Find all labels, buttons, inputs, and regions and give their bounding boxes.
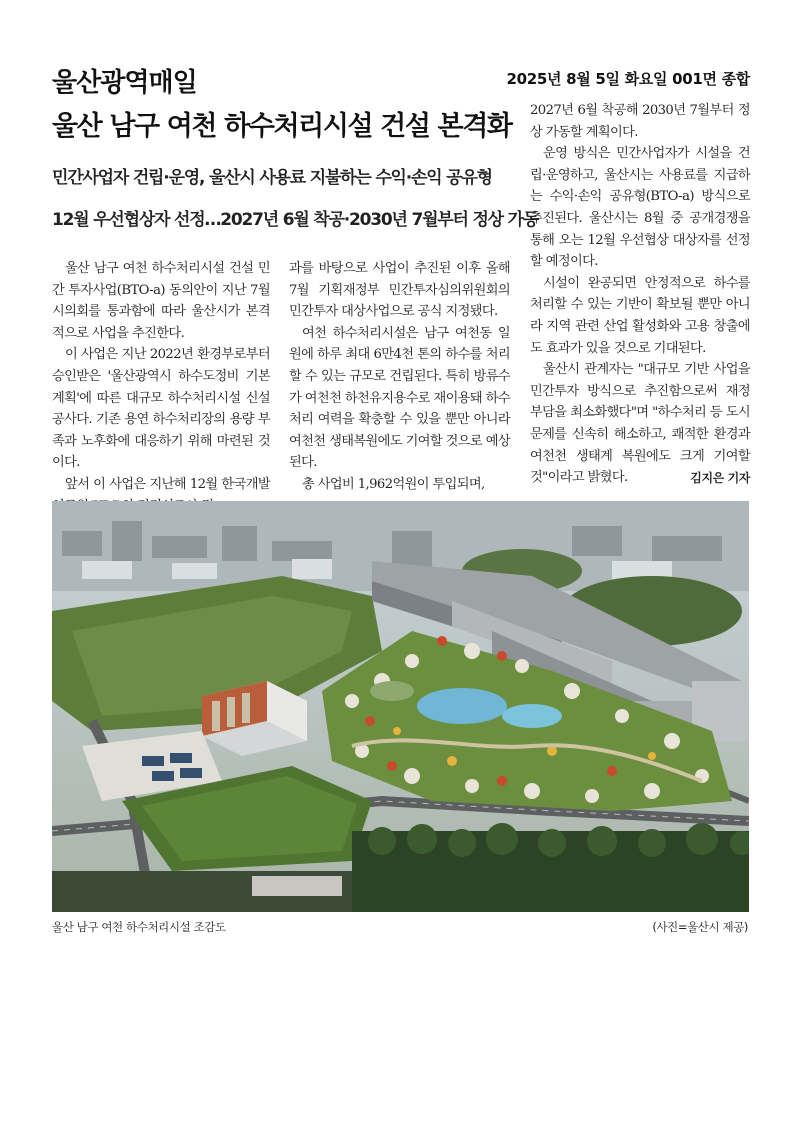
article-paragraph-continued: 2027년 6월 착공해 2030년 7월부터 정상 가동할 계획이다. (530, 103, 750, 140)
article-paragraph: 앞서 이 사업은 지난해 12월 한국개발 (65, 476, 270, 492)
photo-credit: (사진=울산시 제공) (652, 920, 748, 934)
article-paragraph-continued: 과를 바탕으로 사업이 추진된 이후 올해 7월 기획재정부 민간투자심의위원회의 민간투자 대상사업으로 공식 지정됐다. (289, 261, 510, 320)
article-paragraph: 울산시 관계자는 "대규모 기반 사업을 민간투자 방식으로 추진함으로써 재정 부담을 최소화했다"며 "하수처리 등 도시문제를 신속히 해소하고, 쾌적한 환경과 여천천 생태계 복원에도 크게 기여할 것"이라고 밝혔다. (530, 362, 750, 486)
aerial-rendering-photo (52, 501, 749, 912)
article-paragraph: 총 사업비 1,962억원이 투입되며, (302, 476, 485, 492)
newspaper-masthead: 울산광역매일 (52, 68, 197, 98)
article-subhead-2: 12월 우선협상자 선정…2027년 6월 착공·2030년 7월부터 정상 가동 (52, 210, 539, 230)
article-paragraph: 시설이 완공되면 안정적으로 하수를 처리할 수 있는 기반이 확보될 뿐만 아니라 지역 관련 산업 활성화와 고용 창출에도 효과가 있을 것으로 기대된다. (530, 275, 750, 356)
article-paragraph: 이 사업은 지난 2022년 환경부로부터 승인받은 '울산광역시 하수도정비 기본계획'에 따른 대규모 하수처리시설 신설 공사다. 기존 용연 하수처리장의 용량 부족과 노후화에 대응하기 위해 마련된 것이다. (52, 347, 270, 471)
article-column-3 (530, 100, 750, 489)
article-paragraph: 운영 방식은 민간사업자가 시설을 건립·운영하고, 울산시는 사용료를 지급하는 수익·손익 공유형(BTO-a) 방식으로 추진된다. 울산시는 8월 중 공개경쟁을 통해 오는 12월 우선협상 대상자를 선정할 예정이다. (530, 146, 750, 270)
photo-caption: 울산 남구 여천 하수처리시설 조감도 (52, 920, 226, 934)
article-subhead-1: 민간사업자 건립·운영, 울산시 사용료 지불하는 수익·손익 공유형 (52, 168, 492, 188)
article-column-2 (289, 258, 510, 496)
issue-dateline: 2025년 8월 5일 화요일 001면 종합 (506, 70, 750, 88)
article-headline: 울산 남구 여천 하수처리시설 건설 본격화 (52, 111, 512, 142)
article-paragraph: 여천 하수처리시설은 남구 여천동 일원에 하루 최대 6만4천 톤의 하수를 처리할 수 있는 규모로 건립된다. 특히 방류수가 여천천 하천유지용수로 재이용돼 하수처리 여력을 확충할 수 있을 뿐만 아니라 여천천 생태복원에도 기여할 것으로 예상된다. (289, 325, 510, 471)
article-column-1 (52, 258, 270, 517)
bird-eye-view-illustration (52, 501, 749, 912)
article-paragraph: 울산 남구 여천 하수처리시설 건설 민간 투자사업(BTO-a) 동의안이 지난 7월 시의회를 통과함에 따라 울산시가 본격적으로 사업을 추진한다. (52, 261, 270, 341)
reporter-byline: 김지은 기자 (690, 470, 750, 485)
